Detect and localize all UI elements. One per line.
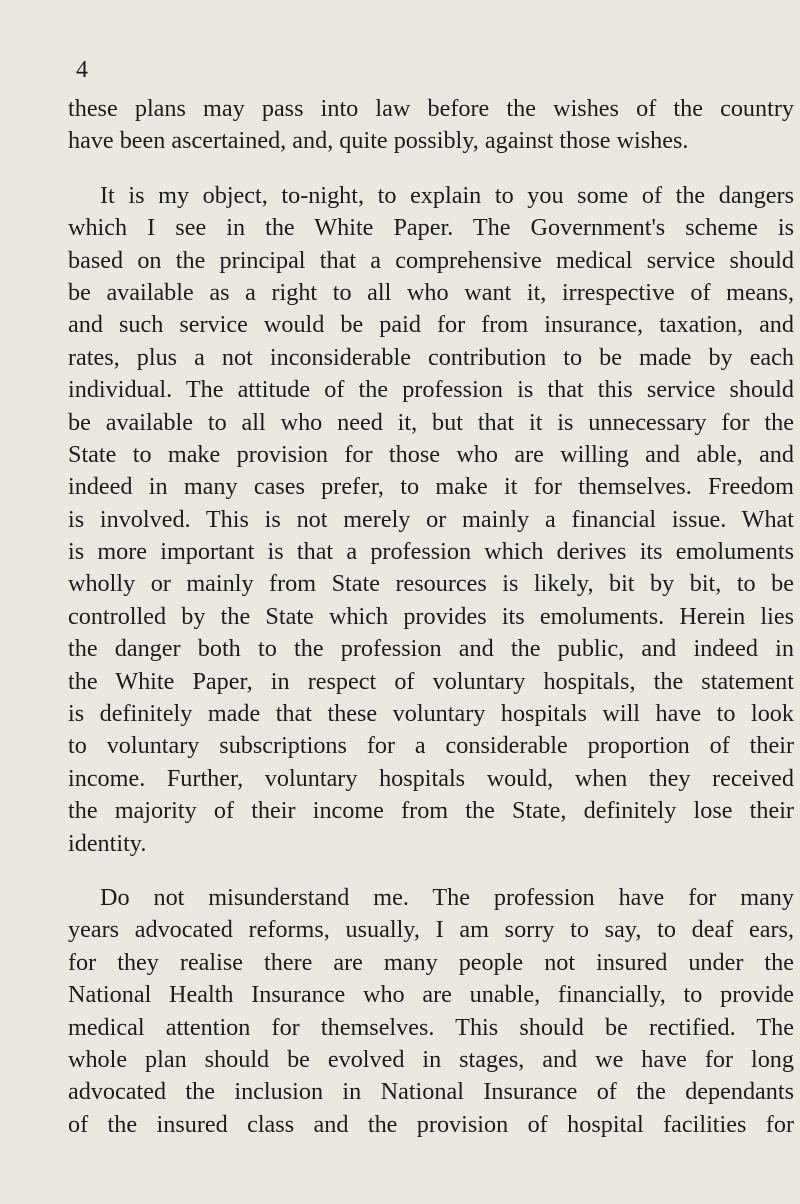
text-line: medical attention for themselves. This should be rectified. The [68,1013,794,1041]
text-line: and such service would be paid for from insurance, taxation, and [68,311,794,339]
text-line: years advocated reforms, usually, I am sorry to say, to deaf ears, [68,916,794,944]
text-line: indeed in many cases prefer, to make it for themselves. Freedom [68,473,794,501]
paragraph-2 [68,180,794,860]
text-line: be available to all who need it, but that it is unnecessary for the [68,408,794,436]
text-line: have been ascertained, and, quite possibly, against those wishes. [68,127,689,155]
text-line: the danger both to the profession and the public, and indeed in [68,635,794,663]
text-line: of the insured class and the provision of hospital facilities for [68,1110,794,1138]
text-line: based on the principal that a comprehensive medical service should [68,246,794,274]
text-line: is more important is that a profession which derives its emoluments [68,538,794,566]
text-line: identity. [68,829,147,857]
text-line: the White Paper, in respect of voluntary hospitals, the statement [68,667,794,695]
text-line: wholly or mainly from State resources is likely, bit by bit, to be [68,570,794,598]
paragraph-1 [68,93,794,158]
text-line: It is my object, to-night, to explain to you some of the dangers [100,181,794,209]
text-line: whole plan should be evolved in stages, and we have for long [68,1045,794,1073]
text-line: these plans may pass into law before the wishes of the country [68,95,794,122]
text-line: which I see in the White Paper. The Government's scheme is [68,214,794,242]
text-line: National Health Insurance who are unable, financially, to provide [68,981,794,1009]
text-line: controlled by the State which provides its emoluments. Herein lies [68,602,794,630]
text-line: State to make provision for those who are willing and able, and [68,440,794,468]
paragraph-3 [68,882,794,1141]
text-line: be available as a right to all who want it, irrespective of means, [68,278,794,306]
body-text [68,93,794,1141]
text-line: the majority of their income from the State, definitely lose their [68,797,794,825]
text-line: to voluntary subscriptions for a considerable proportion of their [68,732,794,760]
text-line: is definitely made that these voluntary hospitals will have to look [68,700,794,728]
text-line: advocated the inclusion in National Insurance of the dependants [68,1078,794,1106]
text-line: for they realise there are many people not insured under the [68,948,794,976]
text-line: income. Further, voluntary hospitals would, when they received [68,764,794,792]
text-line: is involved. This is not merely or mainly a financial issue. What [68,505,794,533]
page-number: 4 [76,57,88,83]
text-line: Do not misunderstand me. The profession have for many [100,883,794,911]
text-line: rates, plus a not inconsiderable contribution to be made by each [68,343,794,371]
text-line: individual. The attitude of the profession is that this service should [68,376,794,404]
